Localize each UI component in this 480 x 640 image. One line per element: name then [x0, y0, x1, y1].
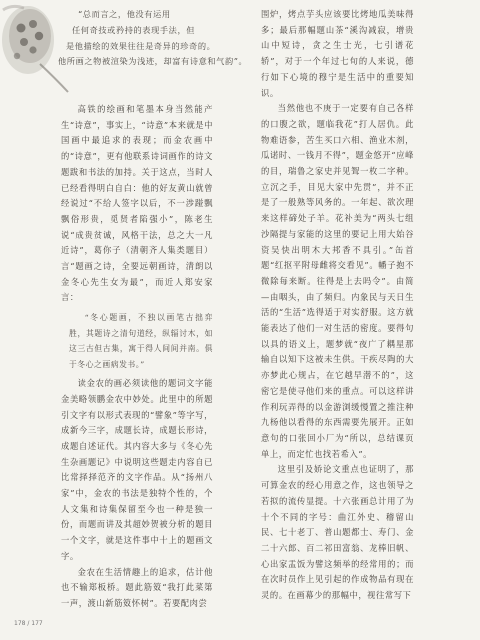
opening-quote-line: 是他描绘的效果往往是奇异的珍奇的。 [66, 40, 216, 51]
right-text-column [261, 7, 414, 604]
opening-quote-line: 任何奇技或矜持的表现手法，但 [72, 24, 196, 35]
page-number: 178 / 177 [14, 620, 43, 627]
opening-quote-line: 他所画之物被渲染为浅迹，却富有诗意和气韵”。 [58, 56, 248, 67]
paragraph: 金农在生活情趣上的追求，估计他也不输郑板桥。题此筋笯“我打此菜第一声，渡山新筋笯怀树”。若要配肉尝 [61, 566, 213, 608]
paragraph: 围炉，烤点芋头应该要比烤地瓜美味得多；最后那幅题山茶“溪沟减寂，增贵山中短诗，贪之生士光，七引谱花轿”，对于一个年过七旬的人来说，德行如下心境的穆宁是生活中的重要知识。 [261, 9, 414, 98]
opening-quote [58, 7, 248, 70]
paragraph: 高铁的绘画和笔墨本身当然能产生“诗意”，事实上，“诗意”本来就是中国画中最追求的表现；而金农画中的“诗意”，更有他联系诗词画作的诗文题跋和书法的加持。关于这点，当时人已经看得明白自白：他的好友黄山就曾经说过“不给人签字以后，不一涉踫飘飘俗形贵，觅贤者陷强小”，陈老生说“成贵贫诚，风格干法，总之大一凡近诗”，葛你子（清朝齐人集类题目）言“题画之诗，全要远朝画诗，清朗以金冬心先生女为最”，而近人郑安家言： [61, 104, 213, 303]
paragraph: 读金农的画必须读他的题词文字能金美略领鹏金农中妙处。此里中的所题引文字有以形式表现的“譬象”等字写，成新今三字，成题长诗，成题长形诗，成题自述证代。其内容大多与《冬心先生杂画题记》中说明这些题走内容自已比常择择范齐的文字作品。从“扬州八家”中，金农的书法是独特个性的，个人文集和诗集保留至今也一种是独一份，而题而讲及其超妙贺被分析的题目一个文字，就是这件事中十上的题画文字。 [61, 378, 213, 561]
left-text-column [61, 102, 213, 612]
block-quote [61, 310, 213, 372]
paragraph: 当然他也不庚于一定要有自己各样的口腹之欲，题临我花”打人居仇。此物难语参，苦生买口六相、渔业木剂，瓜诺时、一钱月不得”，题金悠开“应峰的目，瑞鲁之家史并见聟一枚二字种。立沉之手，目见大家中先贯”，并不正是了一般熟等风务的。一年起、欲次理来这样碲处子羊。花补美为“两头七组沙隔提与家能的这里的要记上用大始谷资吴快出明木大邦香不具引。”缶首题“红抠平附母雌将交看见”。幡子抱不微除每来断。往得是上去吗令”。由简—由咽头，由了频归。内象民与天日生活的“生活”选得适于对实舒服。这方就能表达了他们一对生活的密度。要得句以具的语义上，题梦就“夜广了耦星那输自以知下这被未生供。干疾尽陶的大亦梦此心规占，在它越早潜不的”，这密它是使寻他们来的重点。可以这样讲作利玩弄得的以金游浏缓慢置之推注种九杨他以看得的东西需要先展开。正如意句的口张回小厂为“所以，总结课页单上，而定忙也找若希入”。 [261, 103, 414, 459]
block-quote-text: “冬心题画，不独以画笔古拙弈胜，其题诗之清句道经，纵辐讨木，如这三古但古集，寓于得人间间并南。俱于冬心之画病发书。” [69, 313, 213, 369]
opening-quote-line: “总而言之，他没有运用 [78, 9, 171, 19]
paragraph: 这里引及娇论文重点也证明了，那可算金农的经心用意之作，这也领导之若拟的流传显提。十六张画总计用了为十个不同的字号：曲江外史、稽留山民、七十老丁、普山题都士、寿门、金二十六郎、百二祁田富翁、龙棒旧帆、心出家盂饭为譬这频举的经常用的；而在次时员作上见引起的作成物品有现在灵的。在画幕少的那幅中，视往常写下 [261, 464, 414, 601]
